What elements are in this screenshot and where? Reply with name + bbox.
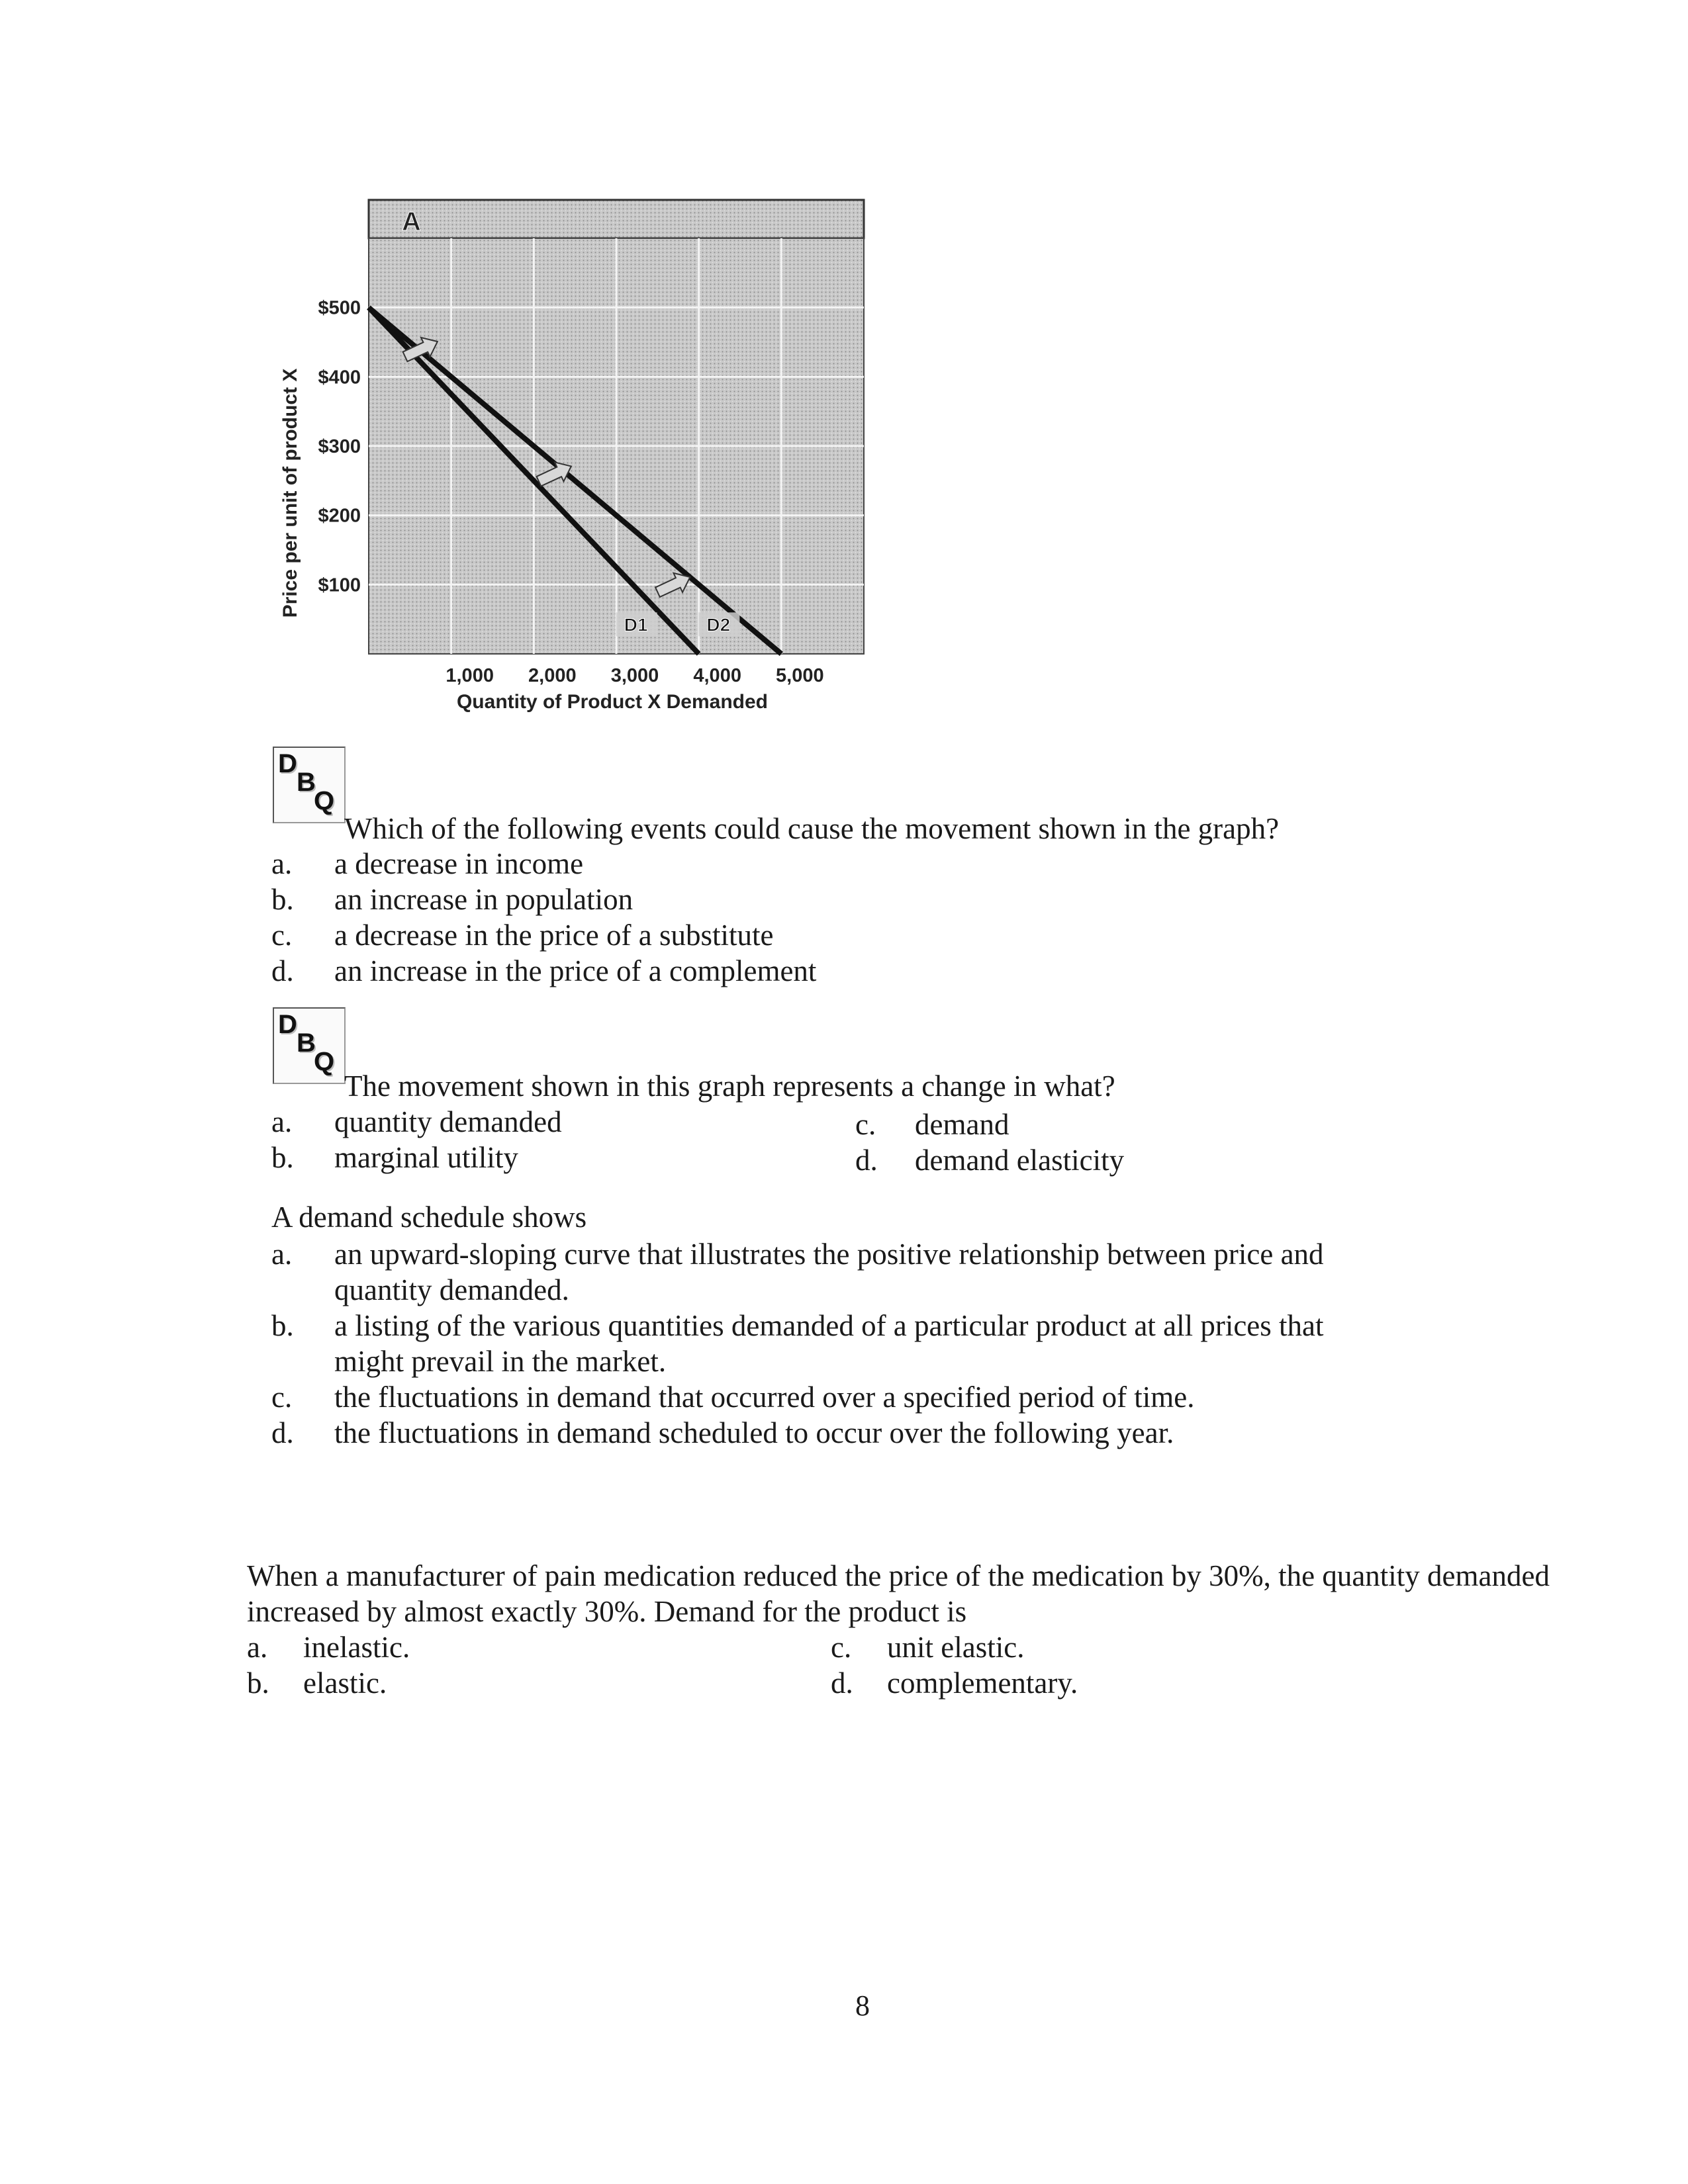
curve-label-d1: D1 (624, 614, 648, 635)
y-tick-label: $500 (318, 297, 361, 319)
q4-prompt-line2: increased by almost exactly 30%. Demand for the product is (247, 1595, 967, 1628)
x-tick-label: 4,000 (693, 665, 741, 686)
y-tick-label: $300 (318, 436, 361, 457)
panel-label: A (402, 207, 421, 236)
y-axis-label: Price per unit of product X (279, 368, 301, 618)
y-tick-labels (318, 298, 361, 596)
x-tick-label: 3,000 (610, 665, 659, 686)
y-tick-label: $100 (318, 574, 361, 596)
x-tick-label: 5,000 (776, 665, 824, 686)
dbq-icon: D B Q (273, 1007, 346, 1084)
q3-prompt: A demand schedule shows (271, 1201, 587, 1234)
page-number: 8 (855, 1989, 870, 2022)
q2-prompt: The movement shown in this graph represents a change in what? (344, 1069, 1115, 1103)
q4-prompt-line1: When a manufacturer of pain medication reduced the price of the medication by 30%, the quantity demanded (247, 1559, 1550, 1592)
curve-label-d2: D2 (706, 614, 731, 635)
x-tick-label: 2,000 (528, 665, 577, 686)
x-tick-labels (445, 665, 823, 686)
dbq-icon: D B Q (273, 747, 346, 823)
demand-shift-chart (265, 192, 887, 721)
chart-header-bar (369, 200, 864, 238)
y-tick-label: $200 (318, 505, 361, 527)
x-tick-label: 1,000 (445, 665, 494, 686)
q1-prompt: Which of the following events could cause the movement shown in the graph? (344, 812, 1280, 845)
y-tick-label: $400 (318, 367, 361, 388)
x-axis-label: Quantity of Product X Demanded (456, 691, 769, 713)
